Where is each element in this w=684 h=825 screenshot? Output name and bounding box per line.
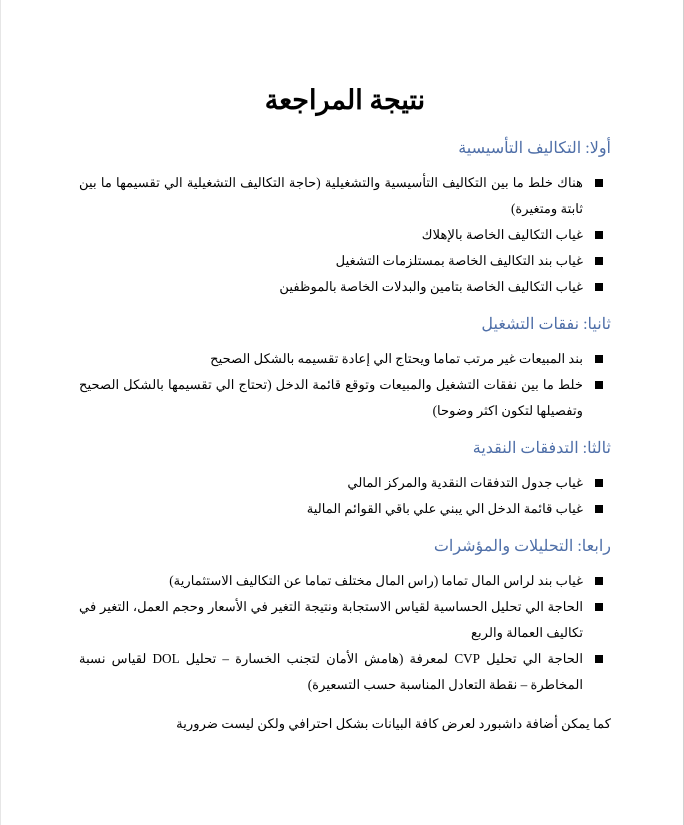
list-item: غياب جدول التدفقات النقدية والمركز المالي [79, 470, 583, 496]
page-title: نتيجة المراجعة [264, 85, 426, 115]
closing-note: كما يمكن أضافة داشبورد لعرض كافة البيانات بشكل احترافي ولكن ليست ضرورية [176, 716, 611, 731]
list-item: الحاجة الي تحليل CVP لمعرفة (هامش الأمان لتجنب الخسارة – تحليل DOL لقياس نسبة المخاطرة – نقطة التعادل المناسبة حسب التسعيرة) [79, 646, 583, 698]
section-heading: أولا: التكاليف التأسيسية [458, 140, 611, 157]
list-item: غياب بند التكاليف الخاصة بمستلزمات التشغيل [79, 248, 583, 274]
list-item: غياب التكاليف الخاصة بالإهلاك [79, 222, 583, 248]
list-item: غياب قائمة الدخل الي يبني علي باقي القوائم المالية [79, 496, 583, 522]
section-heading: رابعا: التحليلات والمؤشرات [433, 538, 611, 555]
section-operating-expenses [79, 314, 611, 424]
section-initial-costs [79, 138, 611, 300]
bullet-list [79, 346, 611, 424]
list-item: بند المبيعات غير مرتب تماما ويحتاج الي إعادة تقسيمه بالشكل الصحيح [79, 346, 583, 372]
bullet-list [79, 170, 611, 300]
bullet-list [79, 568, 611, 698]
list-item: غياب التكاليف الخاصة بتامين والبدلات الخاصة بالموظفين [79, 274, 583, 300]
section-analysis-indicators [79, 536, 611, 698]
bullet-list [79, 470, 611, 522]
list-item: الحاجة الي تحليل الحساسية لقياس الاستجابة ونتيجة التغير في الأسعار وحجم العمل، التغير في تكاليف العمالة والربع [79, 594, 583, 646]
document-content [79, 84, 611, 736]
section-heading: ثانيا: نفقات التشغيل [481, 316, 611, 333]
list-item: خلط ما بين نفقات التشغيل والمبيعات وتوقع قائمة الدخل (تحتاج الي تقسيمها بالشكل الصحيح وتفصيلها لتكون اكثر وضوحا) [79, 372, 583, 424]
list-item: غياب بند لراس المال تماما (راس المال مختلف تماما عن التكاليف الاستثمارية) [79, 568, 583, 594]
section-heading: ثالثا: التدفقات النقدية [472, 440, 611, 457]
section-cash-flows [79, 438, 611, 522]
list-item: هناك خلط ما بين التكاليف التأسيسية والتشغيلية (حاجة التكاليف التشغيلية الي تقسيمها ما بين ثابتة ومتغيرة) [79, 170, 583, 222]
